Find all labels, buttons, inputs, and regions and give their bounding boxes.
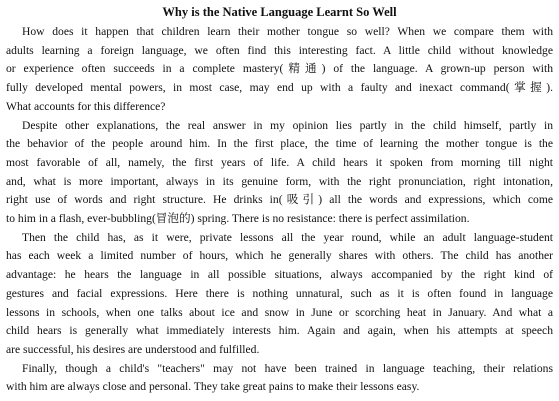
paragraph-line: adults learning a foreign language, we often find this interesting fact. A little child without knowledge <box>6 43 553 57</box>
paragraph-2 <box>6 117 553 229</box>
paragraph-line: How does it happen that children learn their mother tongue so well? When we compare them with <box>22 25 553 38</box>
document-title: Why is the Native Language Learnt So Well <box>162 5 397 19</box>
paragraph-line: and, what is more important, always in its genuine form, with the right pronunciation, right intonation, <box>6 174 553 188</box>
paragraph-line: most favorable of all, namely, the first years of life. A child hears it spoken from morning till night <box>6 155 553 169</box>
paragraph-line: are successful, his desires are understood and fulfilled. <box>6 342 260 356</box>
paragraph-line: to him in a flash, ever-bubbling(冒泡的) spring. There is no resistance: there is perfect assimilation. <box>6 212 470 226</box>
paragraph-line: What accounts for this difference? <box>6 99 166 113</box>
paragraph-line: advantage: he hears the language in all possible situations, always accompanied by the right kind of <box>6 268 553 282</box>
paragraph-1 <box>6 23 553 117</box>
paragraph-line: with him are always close and personal. They take great pains to make their lessons easy. <box>6 380 420 394</box>
paragraph-line: gestures and facial expressions. Here there is nothing unnatural, such as it is often found in language <box>6 286 553 300</box>
paragraph-line: Then the child has, as it were, private lessons all the year round, while an adult language-student <box>22 230 553 244</box>
paragraph-line: has each week a limited number of hours, which he generally shares with others. The child has another <box>6 249 553 263</box>
paragraph-line: child hears is generally what immediately interests him. Again and again, when his attempts at speech <box>6 324 553 338</box>
paragraph-4 <box>6 360 553 397</box>
paragraph-3 <box>6 229 553 360</box>
paragraph-line: fully developed mental powers, in most case, may end up with a faulty and inexact command(掌握). <box>6 81 553 95</box>
paragraph-line: the behavior of the people around him. In the first place, the time of learning the mother tongue is the <box>6 137 553 151</box>
paragraph-line: lessons in schools, when one talks about ice and snow in June or scorching heat in January. And what a <box>6 305 553 319</box>
paragraph-line: Despite other explanations, the real answer in my opinion lies partly in the child himself, partly in <box>22 118 553 132</box>
paragraph-line: or experience often succeeds in a complete mastery(精通) of the language. A grown-up person with <box>6 62 553 76</box>
paragraph-line: right use of words and right structure. He drinks in(吸引) all the words and expressions, which come <box>6 193 553 207</box>
paragraph-line: Finally, though a child's "teachers" may not have been trained in language teaching, their relations <box>22 361 553 375</box>
